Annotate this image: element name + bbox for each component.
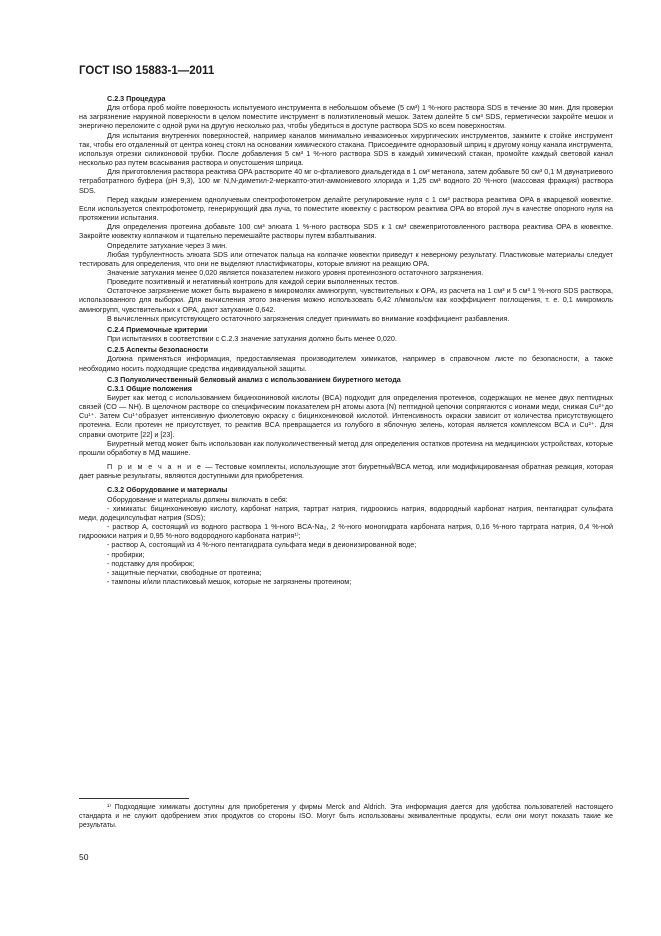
- body-text: [79, 94, 613, 586]
- paragraph: Определите затухание через 3 мин.: [107, 240, 228, 250]
- paragraph: В вычисленных присутствующего остаточного загрязнения следует принимать во внимание коэффициент разбавления.: [107, 313, 510, 323]
- paragraph: Оборудование и материалы должны включать в себя:: [107, 494, 288, 504]
- section-heading: С.3.1 Общие положения: [107, 383, 192, 393]
- paragraph: Биурет как метод с использованием бицинхониновой кислоты (BCA) подходит для определения протеинов, содержащих не менее двух пептидных связей (CO — NH). В щелочном растворе со специфическим показателем рН атомы азота (N) пептидной цепочки сопрягаются с ионами меди, снижая Cu²⁺до Cu¹⁺. Затем Cu¹⁺образует интенсивную фиолетовую окраску с бицинхониновой кислотой. Интенсивность окраски зависит от количества присутствующего протеина. Если протеин не присутствует, то реактив BCA превращается из голубого в яблочную зелень, которая является комплексом BCA и Cu²⁺. Для справки смотрите [22] и [23].: [79, 393, 613, 439]
- section-heading: С.3.2 Оборудование и материалы: [107, 485, 228, 495]
- paragraph: Любая турбулентность элюата SDS или отпечаток пальца на колпачке кювектки приведут к неверному результату. Пластиковые материалы следует тестировать для определения, что они не выделяют пластификаторы, которые влияют на реакцию OPA.: [79, 249, 613, 268]
- paragraph: При испытаниях в соответствии с С.2.3 значение затухания должно быть менее 0,020.: [107, 334, 397, 344]
- paragraph: Должна применяться информация, предоставляемая производителем химикатов, например в справочном листе по безопасности, а также необходимо носить подходящие средства индивидуальной защиты.: [79, 354, 613, 373]
- section-heading: С.2.3 Процедура: [107, 94, 166, 103]
- paragraph: Для приготовления раствора реактива OPA растворите 40 мг о-фталиевого диальдегида в 1 см³ метанола, затем добавьте 50 см³ 0,1 М двунатриевого тетработратного буфера (рН 9,3), 100 мг N,N-диметил-2-меркапто-этил-аммониевого хлорида и 1,25 см³ водного 20 %-ного (массовая фракция) раствора SDS.: [79, 167, 613, 195]
- list-item: - тампоны и/или пластиковый мешок, которые не загрязнены протеином;: [107, 576, 352, 586]
- section-heading: С.2.5 Аспекты безопасности: [107, 345, 208, 355]
- list-item: - подставку для пробирок;: [107, 558, 195, 568]
- paragraph: Для определения протеина добавьте 100 см³ элюата 1 %-ного раствора SDS к 1 см³ свежеприготовленного раствора реактива OPA в кювектке. Закройте кювектку колпачком и тщательно перемешайте растворы путем взбалтывания.: [79, 222, 613, 241]
- list-item: - раствор А, состоящий из водного раствора 1 %-ного BCA-Na₂, 2 %-ного моногидрата карбоната натрия, 0,16 %-ного тартрата натрия, 0,4 %-ной гидроокиси натрия и 0,95 %-ного водородного карбоната натрия¹⁾;: [79, 522, 613, 541]
- section-heading: С.3 Полуколичественный белковый анализ с использованием биуретного метода: [107, 374, 401, 384]
- section-heading: С.2.4 Приемочные критерии: [107, 324, 208, 334]
- paragraph: Значение затухания менее 0,020 является показателем низкого уровня протеинозного остаточного загрязнения.: [107, 267, 484, 277]
- footnote-text: ¹⁾ Подходящие химикаты доступны для приобретения у фирмы Merck and Aldrich. Эта информация дается для удобства пользователей настоящего стандарта и не служит одобрением этих продуктов со стороны ISO. Могут быть использованы эквивалентные продукты, если они могут показать такие же результаты.: [79, 804, 613, 830]
- paragraph: Остаточное загрязнение может быть выражено в микромолях аминогрупп, чувствительных к OPA, из расчета на 1 см³ и 5 см³ 1 %-ного SDS раствора, использованного для выборки. Для вычисления этого значения можно использовать 6,42 л/ммоль/см как коэффициент поглощения, т. е. 0,1 микромоль аминогрупп, чувствительных к OPA, дают затухание 0,642.: [79, 286, 613, 314]
- list-item: - раствор А, состоящий из 4 %-ного пентагидрата сульфата меди в деионизированной воде;: [107, 540, 417, 550]
- paragraph: Для отбора проб мойте поверхность испытуемого инструмента в небольшом объеме (5 см³) 1 %-ного раствора SDS в течение 30 мин. Для проверки на загрязнение наружной поверхности в целом поместите инструмент в полиэтиленовый мешок. Затем долейте 5 см³ SDS, герметически закройте мешок и энергично переложите с одной руки на другую несколько раз, чтобы убедиться в доступе раствора SDS ко всем поверхностям.: [79, 103, 613, 131]
- note-label: П р и м е ч а н и е: [107, 462, 203, 472]
- note-paragraph: [79, 462, 613, 480]
- page-header: ГОСТ ISO 15883-1—2011: [79, 65, 215, 77]
- footnote: [79, 803, 613, 831]
- paragraph: Проведите позитивный и негативный контроль для каждой серии выполненных тестов.: [107, 277, 399, 287]
- paragraph: Для испытания внутренних поверхностей, например каналов минимально инвазионных хирургических инструментов, зажмите к стойке инструмент так, чтобы его отдаленный от центра конец стоял на основании химического стакана. Присоедините одноразовый шприц к другому концу канала инструмента, используя отрезки силиконовой трубки. После добавления 5 см³ 1 %-ного раствора SDS в каждый химический стакан, промойте каждый световой канал несколько раз путем всасывания раствора и опустошения шприца.: [79, 130, 613, 168]
- list-item: - пробирки;: [107, 549, 145, 559]
- page-number: 50: [79, 852, 89, 862]
- paragraph: Биуретный метод может быть использован как полуколичественный метод для определения остатков протеина на медицинских устройствах, которые прошли обработку в МД машине.: [79, 438, 613, 457]
- list-item: - химикаты: бицинхониновую кислоту, карбонат натрия, тартрат натрия, гидроокись натрия, водородный карбонат натрия, пентагидрат сульфата меди, додецилсульфат натрия (SDS);: [79, 503, 613, 522]
- list-item: - защитные перчатки, свободные от протеина;: [107, 567, 262, 577]
- footnote-rule: [79, 798, 189, 799]
- paragraph: Перед каждым измерением однолучевым спектрофотометром делайте регулирование нуля с 1 см³ раствора реактива OPA в кварцевой кювектке. Если используется спектрофотометр, генерирующий два луча, то поместите кювектку с раствором реактива OPA во второй луч в качестве опорного нуля на протяжении испытания.: [79, 194, 613, 223]
- note-text: — Тестовые комплекты, использующие этот биуретный/BCA метод, или модифицированная обратная реакция, которая дает равные результаты, являются доступными для приобретения.: [79, 462, 614, 481]
